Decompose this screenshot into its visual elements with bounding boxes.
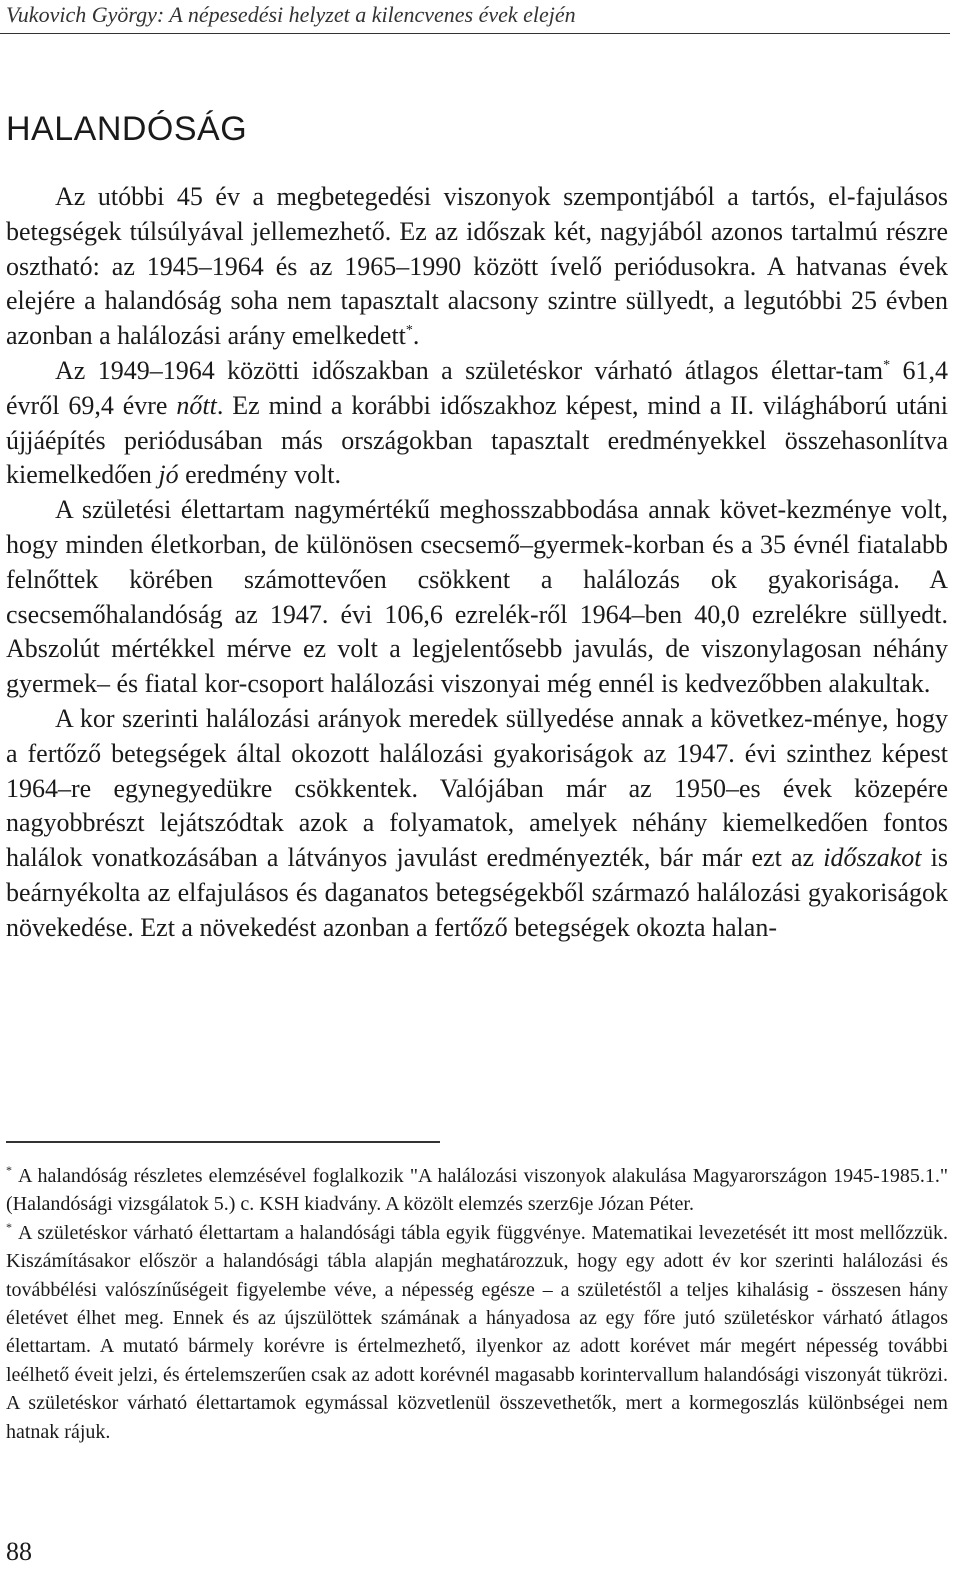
paragraph-3: A születési élettartam nagymértékű meghosszabbodása annak követ-kezménye volt, hogy minden életkorban, de különösen csecsemő–gyermek-korban és a 35 évnél fiatalabb felnőttek körében számottevően csökkent a halálozás ok gyakorisága. A csecsemőhalandóság az 1947. évi 106,6 ezrelék-ről 1964–ben 40,0 ezrelékre süllyedt. Abszolút mértékkel mérve ez volt a legjelentősebb javulás, de viszonylagosan néhány gyermek– és fiatal kor-csoport halálozási viszonyai még ennél is kedvezőbben alakultak.	[6, 495, 948, 699]
footnote-marker: *	[6, 1219, 12, 1234]
footnote-reference: *	[405, 323, 413, 339]
running-header: Vukovich György: A népesedési helyzet a kilencvenes évek elején	[6, 2, 576, 27]
paragraph-4	[6, 702, 948, 946]
footnote-rule	[6, 1141, 440, 1143]
paragraph-text: Az utóbbi 45 év a megbetegedési viszonyok szempontjából a tartós, el-fajulásos betegségek túlsúlyával jellemezhető. Ez az időszak két, nagyjából azonos tartalmú részre osztható: az 1945–1964 és az 1965–1990 között ívelő periódusokra. A hatvanas évek elejére a halandóság soha nem tapasztalt alacsony szintre süllyedt, a legutóbbi 25 évben azonban a halálozási arány emelkedett	[6, 182, 948, 351]
paragraph-text: .	[412, 321, 420, 351]
paragraph-2	[6, 354, 948, 493]
paragraph-text: 61,4 évről 69,4 évre	[6, 355, 948, 420]
header-rule	[0, 33, 950, 34]
paragraph-text: A kor szerinti halálozási arányok meredek süllyedése annak a következ-ménye, hogy a fertőző betegségek által okozott halálozási gyakoriságok az 1947. évi szinthez képest 1964–re egynegyedükre csökkentek. Valójában már az 1950–es évek közepére nagyobbrészt lejátszódtak azok a folyamatok, amelyek néhány kiemelkedően fontos halálok vonatkozásában a látványos javulást eredményezték, bár már ezt az	[6, 703, 948, 873]
paragraph-1	[6, 180, 948, 354]
emphasis-text: jó	[158, 460, 179, 490]
footnote-marker: *	[6, 1163, 12, 1177]
section-title: HALANDÓSÁG	[6, 110, 248, 148]
footnote-2	[6, 1219, 948, 1446]
footnotes	[6, 1162, 948, 1446]
footnote-text: A születéskor várható élettartam a halandósági tábla egyik függvénye. Matematikai levezetését itt most mellőzzük. Kiszámításakor először a halandósági tábla alapján meghatározzuk, hogy egy adott év kor szerinti halálozási és továbbélési valószínűségeit figyelembe véve, a népesség egésze – a születéstől a teljes kihalásig - összesen hány életévet élhet meg. Ennek és az újszülöttek számának a hányadosa az egy főre jutó születéskor várható átlagos élettartam. A mutató bármely korévre is értelmezhető, ilyenkor az adott korévet már megért népesség további leélhető éveit jelzi, és értelemszerűen csak az adott korévnél magasabb korintervallum halandósági viszonyát tükrözi. A születéskor várható élettartamok egymással közvetlenül összevethetők, mert a kormegoszlás különbségei nem hatnak rájuk.	[6, 1221, 948, 1443]
emphasis-text: időszakot	[823, 843, 922, 873]
footnote-1	[6, 1162, 948, 1219]
footnote-reference: *	[883, 357, 891, 373]
paragraph-text: is beárnyékolta az elfajulásos és daganatos betegségekből származó halálozási gyakoriságok növekedése. Ezt a növekedést azonban a fertőző betegségek okozta halan-	[6, 843, 949, 942]
page-number: 88	[6, 1537, 32, 1566]
paragraph-text: eredmény volt.	[178, 460, 342, 490]
paragraph-text: Az 1949–1964 közötti időszakban a születéskor várható átlagos élettar-tam	[55, 355, 884, 385]
footnote-text: A halandóság részletes elemzésével foglalkozik "A halálozási viszonyok alakulása Magyarországon 1945-1985.1." (Halandósági vizsgálatok 5.) c. KSH kiadvány. A közölt elemzés szerz6je Józan Péter.	[6, 1165, 948, 1216]
body-text	[6, 180, 948, 946]
emphasis-text: nőtt	[176, 390, 217, 420]
paragraph-text: . Ez mind a korábbi időszakhoz képest, mind a II. világháború utáni újjáépítés periódusában más országokban tapasztalt eredményekkel összehasonlítva kiemelkedően	[6, 390, 948, 490]
